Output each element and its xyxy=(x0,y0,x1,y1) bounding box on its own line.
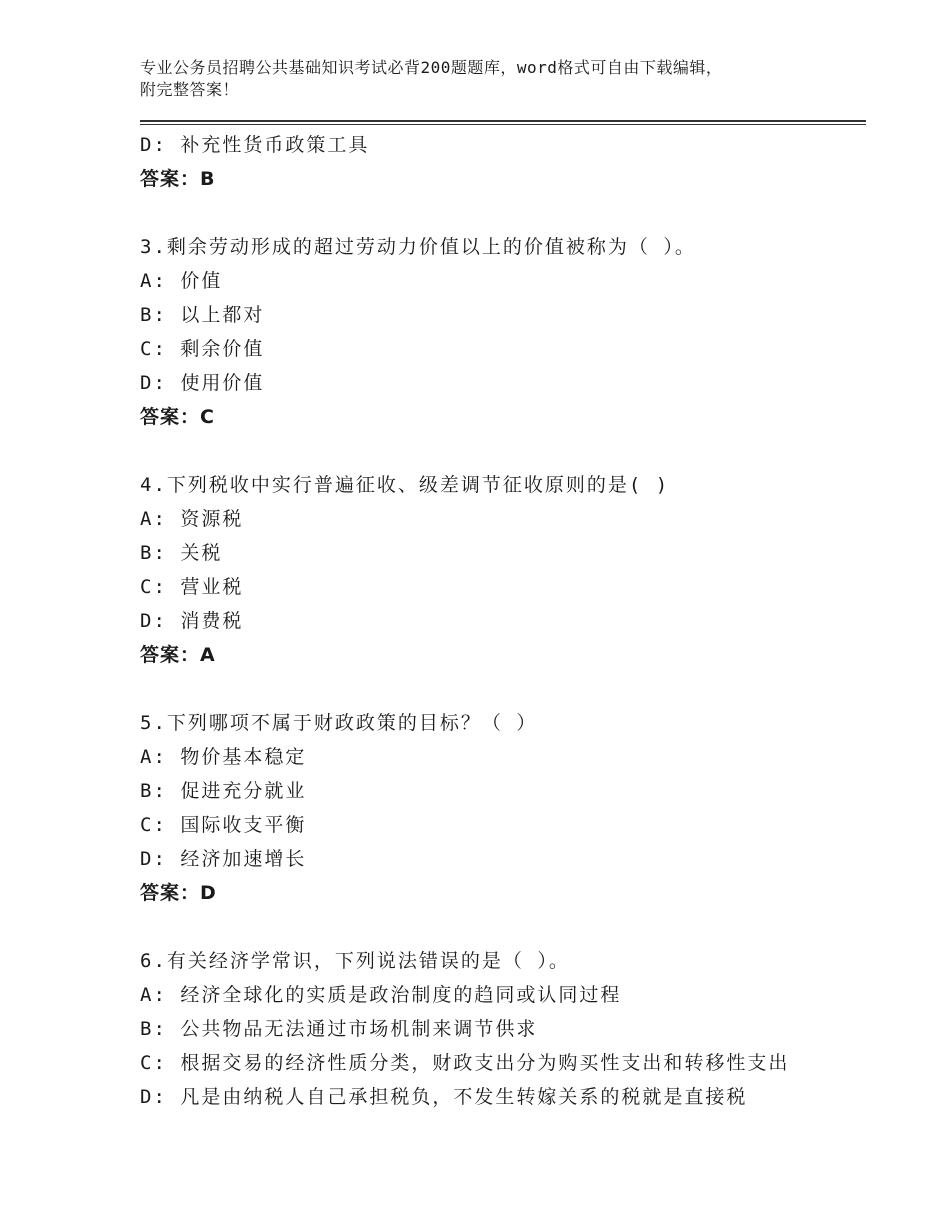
option-d: D: 补充性货币政策工具 xyxy=(140,134,370,156)
option-a: A: 经济全球化的实质是政治制度的趋同或认同过程 xyxy=(140,984,622,1006)
option-a: A: 资源税 xyxy=(140,508,244,530)
option-d: D: 经济加速增长 xyxy=(140,848,307,870)
option-c: C: 营业税 xyxy=(140,576,244,598)
question-5 xyxy=(140,706,840,910)
spacer xyxy=(140,434,840,468)
option-b: B: 关税 xyxy=(140,542,223,564)
answer: 答案：C xyxy=(140,406,215,428)
question-4 xyxy=(140,468,840,672)
spacer xyxy=(140,910,840,944)
document-header xyxy=(140,57,830,101)
option-d: D: 使用价值 xyxy=(140,372,265,394)
option-c: C: 国际收支平衡 xyxy=(140,814,307,836)
question-text: 6.有关经济学常识，下列说法错误的是（ ）。 xyxy=(140,950,570,972)
answer: 答案：D xyxy=(140,882,217,904)
question-list xyxy=(140,128,840,1114)
question-6 xyxy=(140,944,840,1114)
option-b: B: 以上都对 xyxy=(140,304,265,326)
answer: 答案：B xyxy=(140,168,216,190)
question-text: 5.下列哪项不属于财政政策的目标？（ ） xyxy=(140,712,538,734)
answer: 答案：A xyxy=(140,644,216,666)
option-d: D: 凡是由纳税人自己承担税负，不发生转嫁关系的税就是直接税 xyxy=(140,1086,748,1108)
spacer xyxy=(140,672,840,706)
question-text: 3.剩余劳动形成的超过劳动力价值以上的价值被称为（ ）。 xyxy=(140,236,696,258)
option-d: D: 消费税 xyxy=(140,610,244,632)
option-a: A: 物价基本稳定 xyxy=(140,746,307,768)
question-text: 4.下列税收中实行普遍征收、级差调节征收原则的是( ) xyxy=(140,474,670,496)
header-divider xyxy=(140,120,866,125)
option-b: B: 促进充分就业 xyxy=(140,780,307,802)
option-c: C: 剩余价值 xyxy=(140,338,265,360)
header-line-1: 专业公务员招聘公共基础知识考试必背200题题库，word格式可自由下载编辑， xyxy=(140,58,723,77)
header-line-2: 附完整答案！ xyxy=(140,80,240,99)
option-b: B: 公共物品无法通过市场机制来调节供求 xyxy=(140,1018,538,1040)
option-c: C: 根据交易的经济性质分类，财政支出分为购买性支出和转移性支出 xyxy=(140,1052,790,1074)
question-3 xyxy=(140,230,840,434)
spacer xyxy=(140,196,840,230)
option-a: A: 价值 xyxy=(140,270,223,292)
